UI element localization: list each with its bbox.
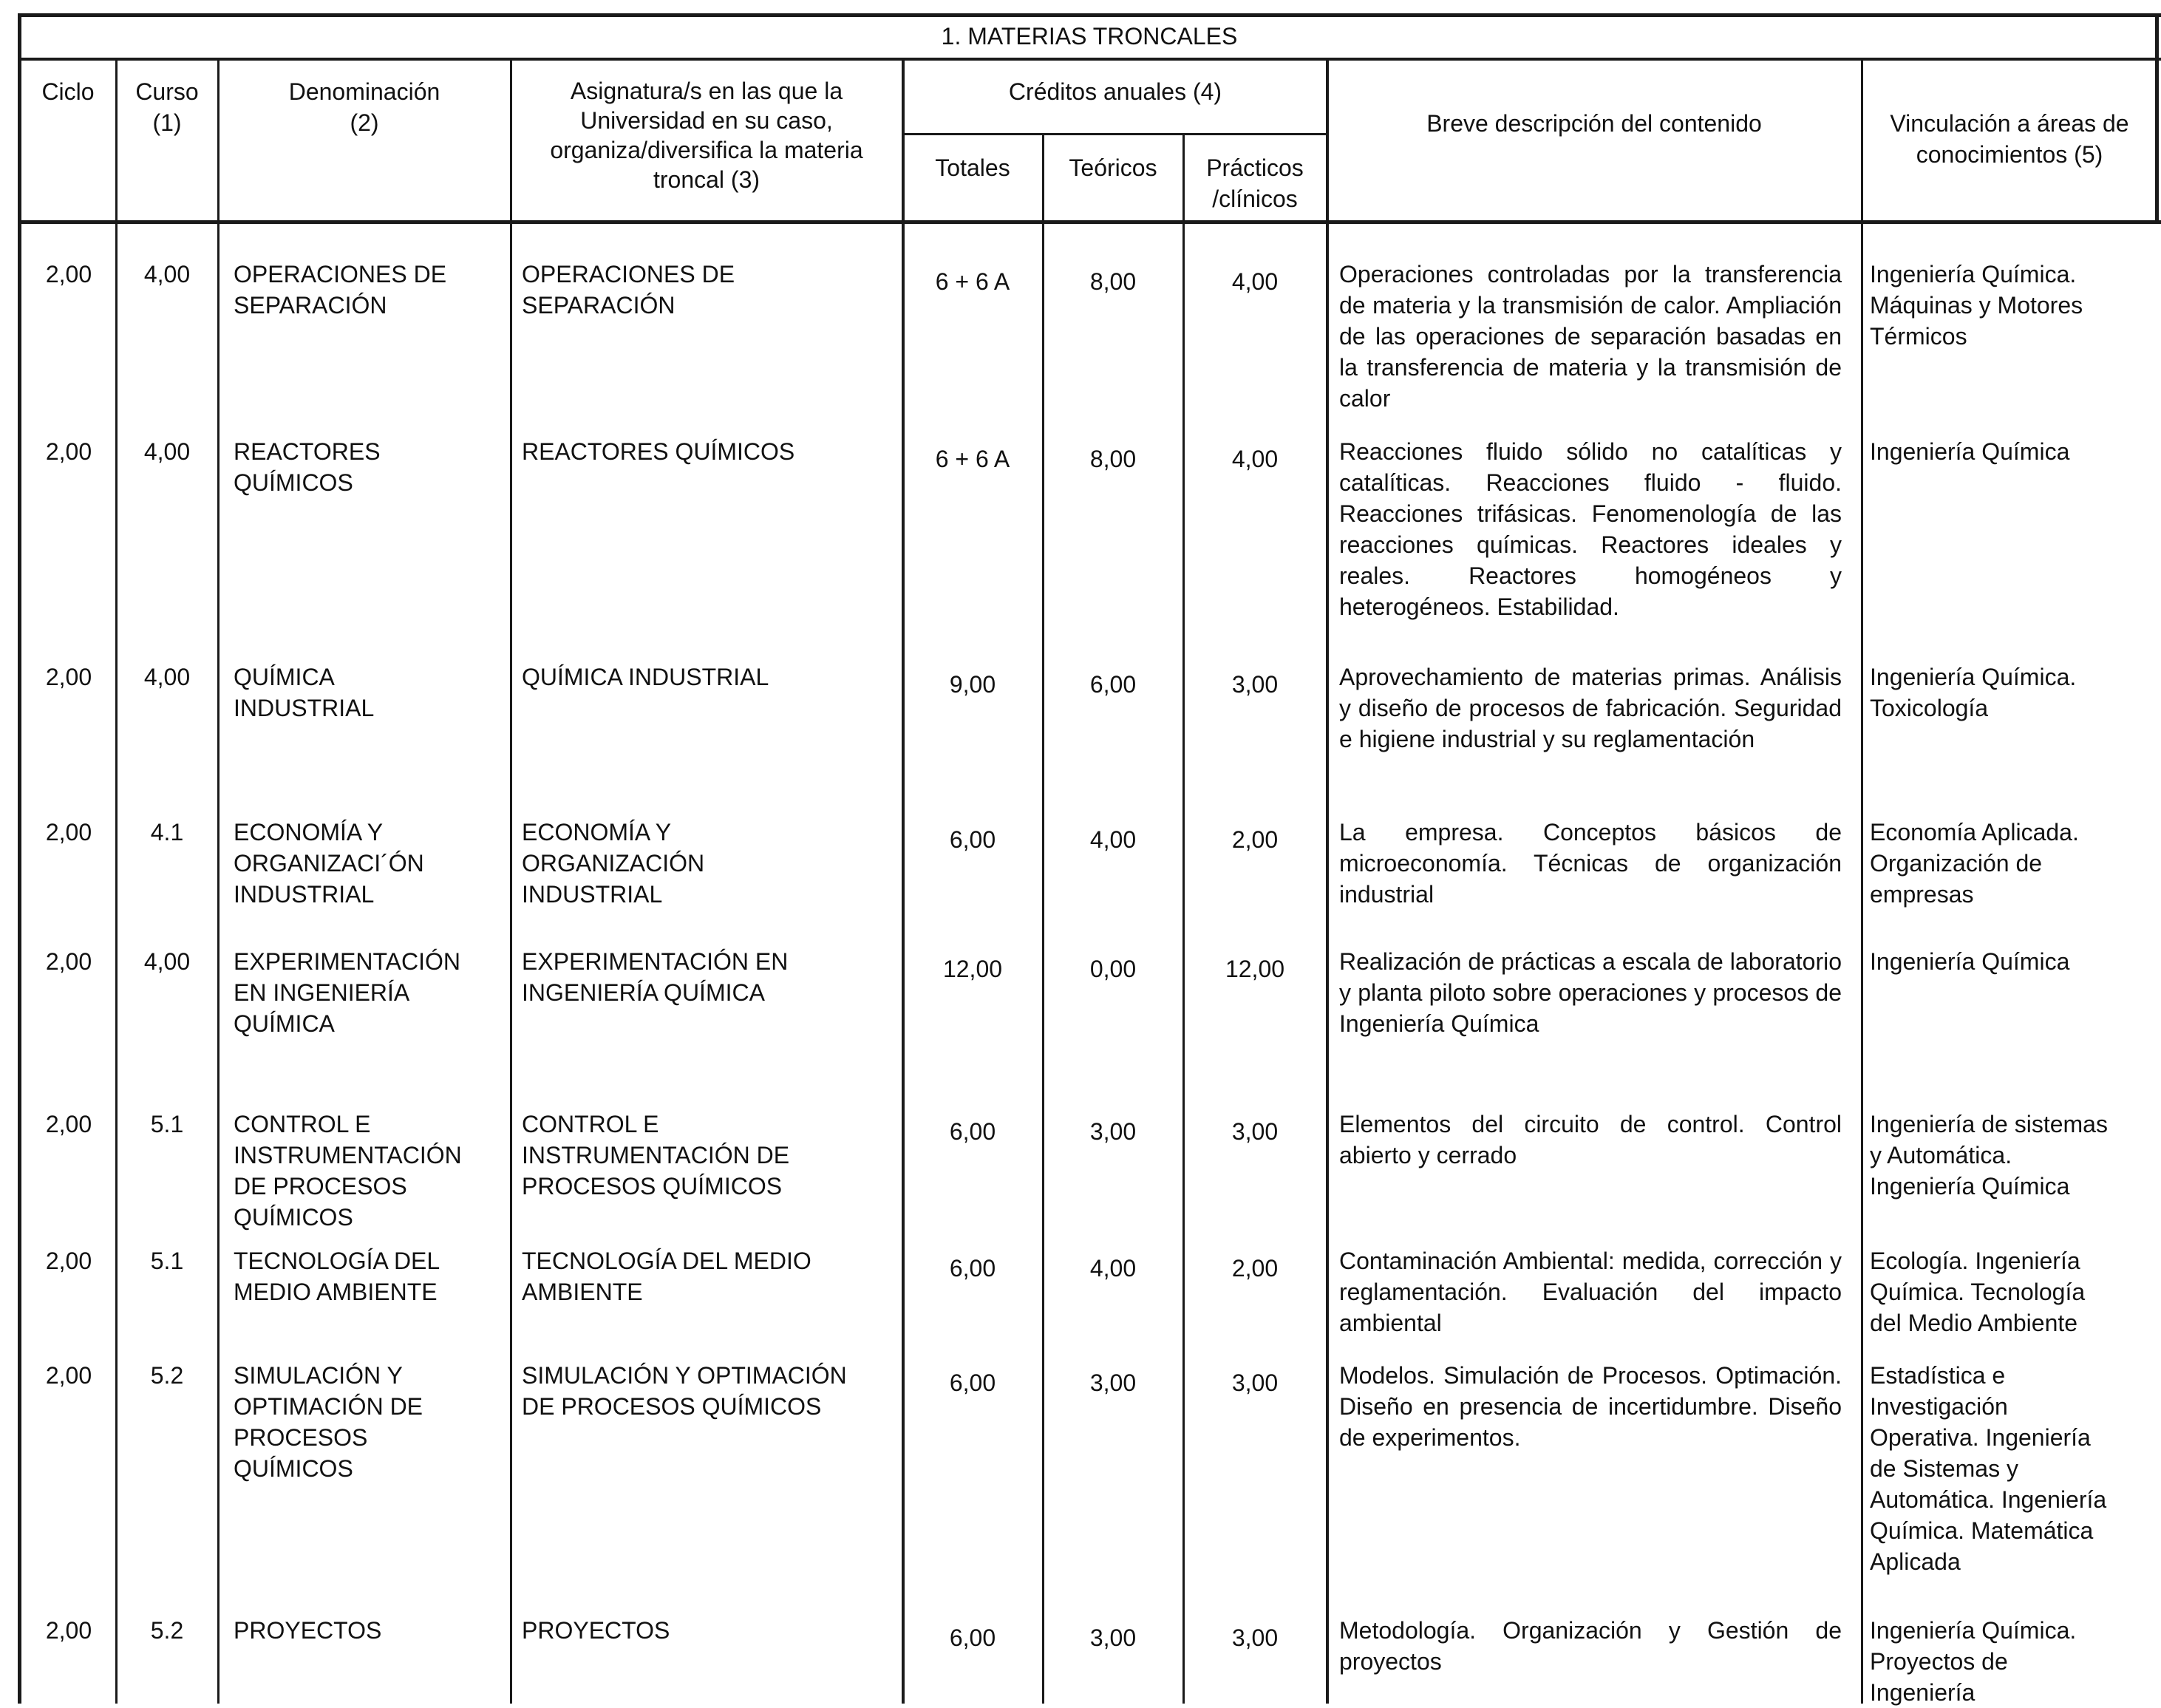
cell-asignatura: ECONOMÍA Y ORGANIZACIÓN INDUSTRIAL [522,819,705,908]
cell-teoricos: 4,00 [1089,1255,1137,1282]
cell-denominacion: QUÍMICA INDUSTRIAL [234,664,375,721]
cell-curso: 4,00 [143,948,191,975]
column-divider [510,59,512,1704]
header-practicos: Prácticos /clínicos [1206,154,1304,212]
header-creditos: Créditos anuales (4) [1008,78,1222,105]
cell-ciclo: 2,00 [45,261,92,287]
cell-ciclo: 2,00 [45,438,92,465]
column-divider [115,59,118,1704]
cell-ciclo: 2,00 [45,819,92,846]
cell-totales: 6,00 [949,1624,996,1651]
header-descripcion: Breve descripción del contenido [1426,110,1762,137]
cell-totales: 12,00 [942,956,1003,982]
cell-ciclo: 2,00 [45,948,92,975]
cell-practicos: 4,00 [1231,268,1279,295]
cell-practicos: 3,00 [1231,1118,1279,1145]
cell-descripcion: Operaciones controladas por la transferencia de materia y la transmisión de calor. Ampliación de las operaciones de separación basadas en la transferencia de materia y la transmisión de calor [1339,261,1842,412]
cell-teoricos: 0,00 [1089,956,1137,982]
cell-vinculacion: Ingeniería Química [1870,438,2070,465]
title-bottom-border [18,58,2161,61]
cell-asignatura: TECNOLOGÍA DEL MEDIO AMBIENTE [522,1248,811,1305]
cell-denominacion: EXPERIMENTACIÓN EN INGENIERÍA QUÍMICA [234,948,460,1037]
column-divider [1182,135,1185,1704]
cell-asignatura: PROYECTOS [522,1617,670,1644]
header-denominacion: Denominación (2) [288,78,440,136]
cell-practicos: 3,00 [1231,671,1279,698]
cell-vinculacion: Economía Aplicada. Organización de empresas [1870,819,2079,908]
cell-denominacion: TECNOLOGÍA DEL MEDIO AMBIENTE [234,1248,440,1305]
cell-vinculacion: Ingeniería Química. Toxicología [1870,664,2077,721]
header-totales: Totales [935,154,1010,181]
cell-teoricos: 4,00 [1089,826,1137,853]
cell-totales: 6,00 [949,826,996,853]
cell-teoricos: 6,00 [1089,671,1137,698]
cell-curso: 4,00 [143,261,191,287]
cell-practicos: 3,00 [1231,1624,1279,1651]
cell-curso: 4.1 [150,819,184,846]
header-ciclo: Ciclo [41,78,95,105]
cell-curso: 5.2 [150,1617,184,1644]
cell-practicos: 2,00 [1231,1255,1279,1282]
cell-descripcion: Modelos. Simulación de Procesos. Optimación. Diseño en presencia de incertidumbre. Diseño de experimentos. [1339,1362,1842,1451]
cell-vinculacion: Estadística e Investigación Operativa. Ingeniería de Sistemas y Automática. Ingeniería Química. Matemática Aplicada [1870,1362,2107,1575]
header-vinculacion: Vinculación a áreas de conocimientos (5) [1890,110,2129,168]
cell-ciclo: 2,00 [45,1617,92,1644]
cell-totales: 6,00 [949,1255,996,1282]
cell-asignatura: EXPERIMENTACIÓN EN INGENIERÍA QUÍMICA [522,948,789,1006]
header-asignatura: Asignatura/s en las que la Universidad en su caso, organiza/diversifica la materia troncal (3) [550,78,863,193]
cell-denominacion: ECONOMÍA Y ORGANIZACI´ÓN INDUSTRIAL [234,819,424,908]
cell-descripcion: Metodología. Organización y Gestión de proyectos [1339,1617,1842,1675]
cell-asignatura: REACTORES QUÍMICOS [522,438,795,465]
header-teoricos: Teóricos [1069,154,1157,181]
cell-denominacion: REACTORES QUÍMICOS [234,438,381,496]
cell-totales: 6 + 6 A [935,446,1010,472]
cell-totales: 6,00 [949,1370,996,1396]
cell-ciclo: 2,00 [45,664,92,690]
cell-totales: 9,00 [949,671,996,698]
cell-denominacion: SIMULACIÓN Y OPTIMACIÓN DE PROCESOS QUÍMICOS [234,1362,423,1482]
cell-descripcion: Elementos del circuito de control. Control abierto y cerrado [1339,1111,1842,1168]
cell-ciclo: 2,00 [45,1248,92,1274]
cell-descripcion: Realización de prácticas a escala de laboratorio y planta piloto sobre operaciones y procesos de Ingeniería Química [1339,948,1842,1037]
cell-descripcion: Aprovechamiento de materias primas. Análisis y diseño de procesos de fabricación. Seguridad e higiene industrial y su reglamentación [1339,664,1842,752]
cell-practicos: 3,00 [1231,1370,1279,1396]
cell-teoricos: 3,00 [1089,1370,1137,1396]
cell-practicos: 12,00 [1225,956,1285,982]
cell-asignatura: QUÍMICA INDUSTRIAL [522,664,769,690]
cell-denominacion: PROYECTOS [234,1617,382,1644]
table-top-border [18,13,2161,17]
cell-teoricos: 8,00 [1089,268,1137,295]
cell-asignatura: CONTROL E INSTRUMENTACIÓN DE PROCESOS QUÍMICOS [522,1111,790,1200]
cell-vinculacion: Ingeniería Química [1870,948,2070,975]
cell-asignatura: OPERACIONES DE SEPARACIÓN [522,261,735,319]
column-divider [1861,59,1863,1704]
cell-descripcion: La empresa. Conceptos básicos de microeconomía. Técnicas de organización industrial [1339,819,1842,908]
header-curso: Curso (1) [135,78,199,136]
cell-curso: 4,00 [143,664,191,690]
column-divider [1042,135,1044,1704]
cell-teoricos: 3,00 [1089,1624,1137,1651]
cell-descripcion: Contaminación Ambiental: medida, corrección y reglamentación. Evaluación del impacto ambiental [1339,1248,1842,1336]
cell-teoricos: 8,00 [1089,446,1137,472]
cell-vinculacion: Ingeniería Química. Proyectos de Ingeniería [1870,1617,2077,1706]
cell-vinculacion: Ingeniería Química. Máquinas y Motores Térmicos [1870,261,2083,350]
cell-denominacion: CONTROL E INSTRUMENTACIÓN DE PROCESOS QUÍMICOS [234,1111,462,1231]
cell-totales: 6 + 6 A [935,268,1010,295]
column-divider [902,59,905,1704]
cell-ciclo: 2,00 [45,1111,92,1137]
cell-curso: 5.2 [150,1362,184,1389]
cell-vinculacion: Ingeniería de sistemas y Automática. Ingeniería Química [1870,1111,2108,1200]
cell-teoricos: 3,00 [1089,1118,1137,1145]
cell-totales: 6,00 [949,1118,996,1145]
cell-curso: 4,00 [143,438,191,465]
cell-curso: 5.1 [150,1111,184,1137]
section-title: 1. MATERIAS TRONCALES [941,23,1238,50]
table-left-border [18,13,21,1704]
cell-curso: 5.1 [150,1248,184,1274]
cell-practicos: 2,00 [1231,826,1279,853]
column-divider [217,59,219,1704]
cell-asignatura: SIMULACIÓN Y OPTIMACIÓN DE PROCESOS QUÍMICOS [522,1362,847,1420]
column-divider [1326,59,1329,1704]
creditos-subheader-border [902,133,1327,135]
cell-practicos: 4,00 [1231,446,1279,472]
cell-descripcion: Reacciones fluido sólido no catalíticas y catalíticas. Reacciones fluido - fluido. Reacciones trifásicas. Fenomenología de las reacciones químicas. Reactores ideales y reales. Reactores homogéneos y heterogéneos. Estabilidad. [1339,438,1842,620]
cell-denominacion: OPERACIONES DE SEPARACIÓN [234,261,447,319]
cell-vinculacion: Ecología. Ingeniería Química. Tecnología del Medio Ambiente [1870,1248,2086,1336]
header-bottom-border [18,220,2161,224]
cell-ciclo: 2,00 [45,1362,92,1389]
